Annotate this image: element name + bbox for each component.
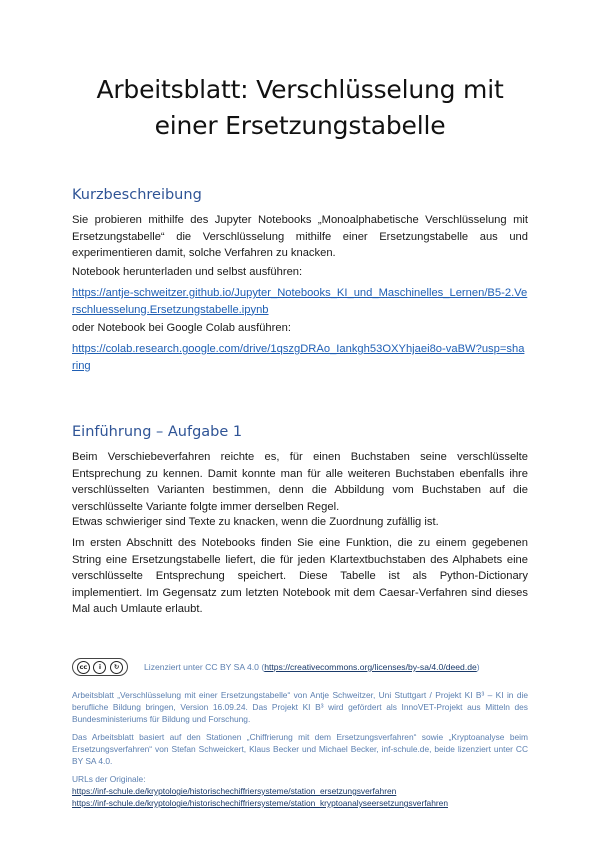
einf-paragraph-2: Etwas schwieriger sind Texte zu knacken, wenn die Zuordnung zufällig ist. xyxy=(72,516,439,528)
einf-paragraph-1: Beim Verschiebeverfahren reichte es, für einen Buchstaben seine verschlüsselte Entsprechung zu kennen. Damit konnte man für alle weiteren Buchstaben ebenfalls ihre verschlüsselten Varianten bestimmen, denn die Abbildung vom Buchstaben auf die verschlüsselte Variante folgte immer derselben Regel. xyxy=(72,451,528,513)
section-heading-kurzbeschreibung: Kurzbeschreibung xyxy=(72,187,202,203)
cc-license-badge xyxy=(72,658,128,676)
credits-text: Arbeitsblatt „Verschlüsselung mit einer Ersetzungstabelle“ von Antje Schweitzer, Uni Stuttgart / Projekt KI B³ – KI in die berufliche Bildung bringen, Version 16.09.24. Das Projekt KI B³ wird gefördert als InnoVET-Projekt aus Mitteln des Bundesministeriums für Bildung und Forschung. xyxy=(72,690,528,724)
notebook-download-link[interactable]: https://antje-schweitzer.github.io/Jupyter_Notebooks_KI_und_Maschinelles_Lernen/B5-2.Verschluesselung.Ersetzungstabelle.ipynb xyxy=(72,287,528,316)
urls-label: URLs der Originale: xyxy=(72,774,146,784)
colab-label: oder Notebook bei Google Colab ausführen: xyxy=(72,322,291,334)
einf-paragraph-3: Im ersten Abschnitt des Notebooks finden Sie eine Funktion, die zu einem gegebenen String eine Ersetzungstabelle liefert, die für jeden Klartextbuchstaben des Alphabets eine verschlüsselte Entsprechung speichert. Diese Tabelle ist als Python-Dictionary implementiert. Im Gegensatz zum letzten Notebook mit dem Caesar-Verfahren sind dieses Mal auch Umlaute erlaubt. xyxy=(72,537,528,615)
page-title: Arbeitsblatt: Verschlüsselung mit einer Ersetzungstabelle xyxy=(96,75,504,140)
sa-icon: ↻ xyxy=(110,661,123,674)
original-url-2[interactable]: https://inf-schule.de/kryptologie/historischechiffriersysteme/station_kryptoanalyseersetzungsverfahren xyxy=(72,798,448,808)
license-line: Lizenziert unter CC BY SA 4.0 (https://creativecommons.org/licenses/by-sa/4.0/deed.de) xyxy=(144,662,480,672)
section-heading-einfuehrung: Einführung – Aufgabe 1 xyxy=(72,424,243,440)
download-label: Notebook herunterladen und selbst ausführen: xyxy=(72,266,303,278)
license-link[interactable]: https://creativecommons.org/licenses/by-sa/4.0/deed.de xyxy=(264,662,477,672)
colab-link[interactable]: https://colab.research.google.com/drive/1qszgDRAo_Iankgh53OXYhjaei8o-vaBW?usp=sharing xyxy=(72,343,525,372)
cc-icon: cc xyxy=(77,661,90,674)
kurz-intro-text: Sie probieren mithilfe des Jupyter Notebooks „Monoalphabetische Verschlüsselung mit Ersetzungstabelle“ die Verschlüsselung mithilfe einer Ersetzungstabelle aus und experimentieren damit, solche Verfahren zu knacken. xyxy=(72,214,528,259)
basis-text: Das Arbeitsblatt basiert auf den Stationen „Chiffrierung mit dem Ersetzungsverfahren“ sowie „Kryptoanalyse beim Ersetzungsverfahren“ von Stefan Schweickert, Klaus Becker und Michael Becker, inf-schule.de, beide lizenziert unter CC BY SA 4.0. xyxy=(72,732,528,766)
by-icon: i xyxy=(93,661,106,674)
original-url-1[interactable]: https://inf-schule.de/kryptologie/historischechiffriersysteme/station_ersetzungsverfahren xyxy=(72,786,397,796)
